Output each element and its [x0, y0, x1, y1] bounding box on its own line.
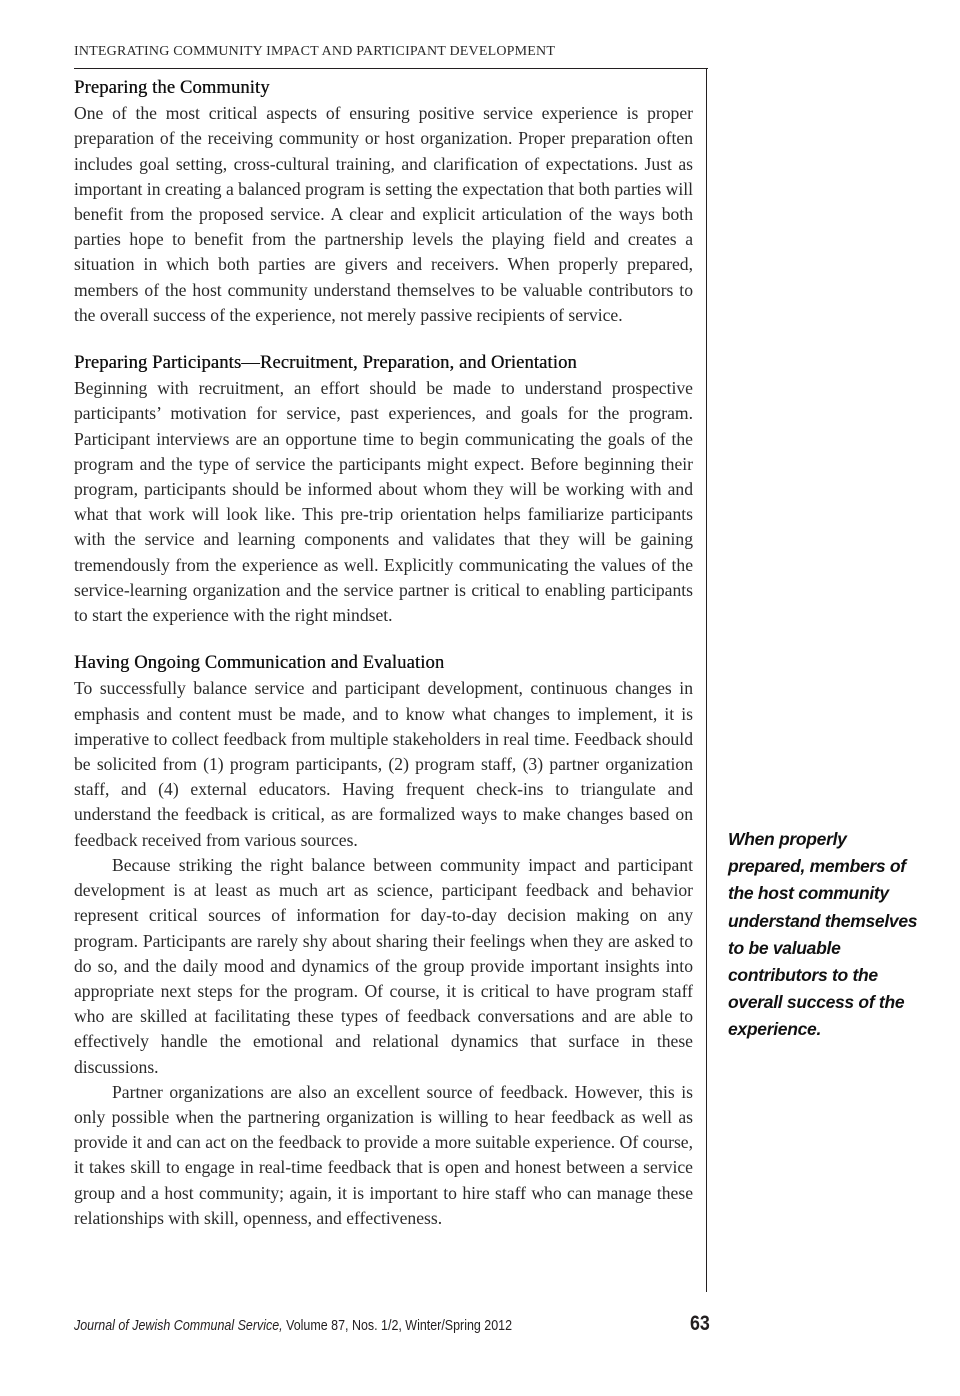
header-rule [74, 68, 708, 69]
body-paragraph: Beginning with recruitment, an effort should be made to understand prospective participants’ motivation for service, past experiences, and goals for the program. Participant interviews are an opportune time to begin communicating the goals of the program and the type of service the participants might expect. Before beginning their program, participants should be informed about whom they will be working with and what that work will look like. This pre-trip orientation helps familiarize participants with the service and learning components and validates that they will be gaining tremendously from the experience as well. Explicitly communicating the values of the service-learning organization and the service partner is critical to enabling participants to start the experience with the right mindset. [74, 378, 693, 626]
section-preparing-participants [74, 351, 693, 628]
section-preparing-community [74, 76, 693, 328]
page-number: 63 [690, 1312, 710, 1335]
body-paragraph: To successfully balance service and participant development, continuous changes in emphasis and content must be made, and to know what changes to implement, it is imperative to collect feedback from multiple stakeholders in real time. Feedback should be solicited from (1) program participants, (2) program staff, (3) partner organization staff, and (4) external educators. Having frequent check-ins to triangulate and understand the feedback is critical, as are formalized ways to make changes based on feedback received from various sources. [74, 678, 693, 850]
column-divider-rule [706, 68, 707, 1292]
section-ongoing-communication [74, 651, 693, 1231]
body-paragraph: One of the most critical aspects of ensuring positive service experience is proper preparation of the receiving community or host organization. Proper preparation often includes goal setting, cross-cultural training, and clarification of expectations. Just as important in creating a balanced program is setting the expectation that both parties will benefit from the proposed service. A clear and explicit articulation of the ways both parties hope to benefit from the partnership levels the playing field and creates a situation in which both parties are givers and receivers. When properly prepared, members of the host community understand themselves to be valuable contributors to the overall success of the experience, not merely passive recipients of service. [74, 103, 694, 325]
pull-quote: When properly prepared, members of the host community understand themselves to be valuable contributors to the overall success of the experience. [728, 829, 918, 1040]
section-heading: Having Ongoing Communication and Evaluation [74, 653, 445, 674]
section-heading: Preparing Participants—Recruitment, Preparation, and Orientation [74, 353, 577, 374]
running-head: INTEGRATING COMMUNITY IMPACT AND PARTICIPANT DEVELOPMENT [74, 44, 556, 59]
journal-title: Journal of Jewish Communal Service, [74, 1318, 283, 1334]
journal-citation [74, 1318, 512, 1334]
section-heading: Preparing the Community [74, 78, 270, 98]
body-paragraph: Because striking the right balance between community impact and participant development is at least as much art as science, participant feedback and behavior represent critical sources of information for day-to-day decision making on any program. Participants are rarely shy about sharing their feelings when they are asked to do so, and the daily mood and dynamics of the group provide important insights into appropriate next steps for the program. Of course, it is critical to have program staff who are skilled at facilitating these types of feedback conversations and are able to effectively handle the emotional and relational dynamics that surface in these discussions. [74, 854, 693, 1077]
main-column [74, 76, 693, 1231]
body-paragraph: Partner organizations are also an excellent source of feedback. However, this is only possible when the partnering organization is willing to hear feedback as well as provide it and can act on the feedback to provide a more suitable experience. Of course, it takes skill to engage in real-time feedback that is open and honest between a service group and a host community; again, it is important to hire staff who can manage these relationships with skill, openness, and effectiveness. [74, 1081, 693, 1228]
journal-issue: Volume 87, Nos. 1/2, Winter/Spring 2012 [282, 1318, 513, 1334]
